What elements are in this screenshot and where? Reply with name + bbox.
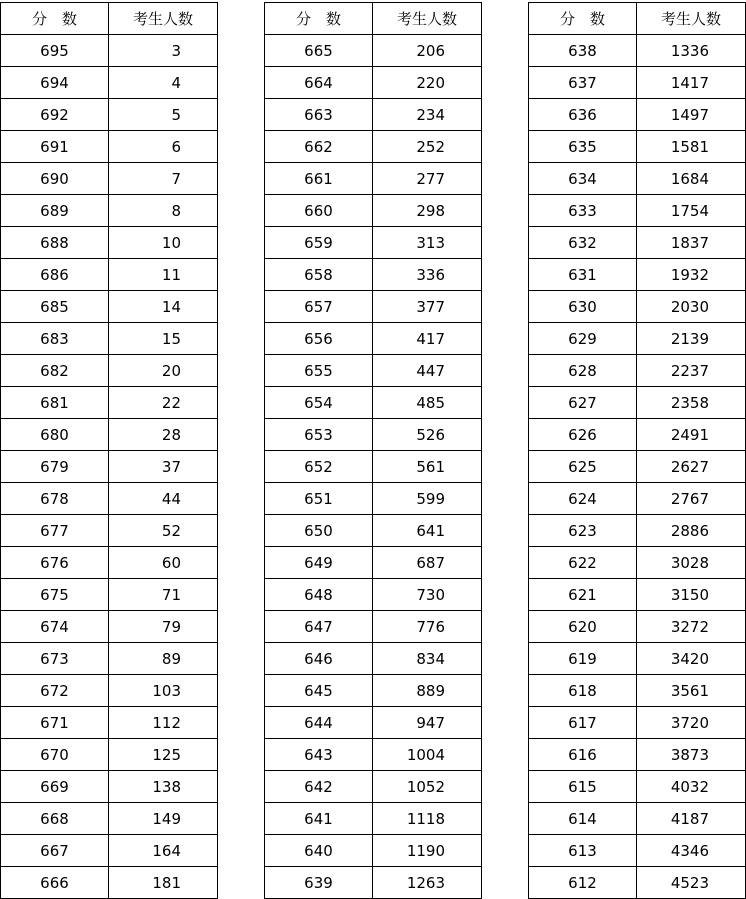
table-row [1,451,218,483]
score-table-1 [0,2,218,899]
score-cell: 640 [265,835,373,867]
count-cell: 4032 [637,771,746,803]
table-row [1,867,218,899]
score-cell: 648 [265,579,373,611]
count-cell: 599 [373,483,482,515]
table-row [1,483,218,515]
table-row [1,547,218,579]
count-cell: 22 [109,387,218,419]
score-cell: 682 [1,355,109,387]
count-cell: 20 [109,355,218,387]
table-row [265,387,482,419]
count-cell: 37 [109,451,218,483]
count-cell: 252 [373,131,482,163]
score-cell: 688 [1,227,109,259]
table-row [529,99,746,131]
count-cell: 1417 [637,67,746,99]
table-row [529,675,746,707]
score-header: 分 数 [529,3,637,35]
count-cell: 1336 [637,35,746,67]
table-row [265,67,482,99]
score-cell: 689 [1,195,109,227]
count-header: 考生人数 [373,3,482,35]
count-cell: 3420 [637,643,746,675]
table-row [265,707,482,739]
table-row [529,419,746,451]
score-cell: 673 [1,643,109,675]
table-row [529,291,746,323]
score-cell: 646 [265,643,373,675]
count-cell: 1190 [373,835,482,867]
score-cell: 631 [529,259,637,291]
score-cell: 622 [529,547,637,579]
count-cell: 485 [373,387,482,419]
table-row [529,67,746,99]
table-row [265,483,482,515]
count-cell: 79 [109,611,218,643]
table-row [1,67,218,99]
table-row [529,323,746,355]
score-cell: 637 [529,67,637,99]
count-cell: 313 [373,227,482,259]
table-row [265,611,482,643]
table-row [265,163,482,195]
score-cell: 612 [529,867,637,899]
table-row [1,835,218,867]
score-cell: 661 [265,163,373,195]
header-row [1,3,218,35]
table-row [1,163,218,195]
score-cell: 680 [1,419,109,451]
table-row [1,771,218,803]
score-cell: 647 [265,611,373,643]
table-row [265,291,482,323]
count-cell: 4 [109,67,218,99]
count-cell: 1684 [637,163,746,195]
count-cell: 28 [109,419,218,451]
count-cell: 1118 [373,803,482,835]
count-cell: 149 [109,803,218,835]
score-cell: 685 [1,291,109,323]
table-row [265,739,482,771]
table-row [529,483,746,515]
table-row [265,323,482,355]
count-cell: 52 [109,515,218,547]
score-cell: 668 [1,803,109,835]
score-cell: 632 [529,227,637,259]
score-cell: 620 [529,611,637,643]
count-cell: 8 [109,195,218,227]
table-row [1,611,218,643]
count-cell: 4346 [637,835,746,867]
score-cell: 686 [1,259,109,291]
table-row [1,259,218,291]
score-cell: 677 [1,515,109,547]
table-row [265,547,482,579]
score-cell: 664 [265,67,373,99]
count-cell: 1497 [637,99,746,131]
table-row [529,771,746,803]
count-cell: 3 [109,35,218,67]
count-cell: 3150 [637,579,746,611]
count-cell: 4187 [637,803,746,835]
count-cell: 71 [109,579,218,611]
score-cell: 643 [265,739,373,771]
table-row [265,99,482,131]
count-cell: 641 [373,515,482,547]
table-row [1,355,218,387]
table-row [265,419,482,451]
count-cell: 2358 [637,387,746,419]
table-row [1,803,218,835]
count-cell: 138 [109,771,218,803]
score-cell: 629 [529,323,637,355]
score-cell: 652 [265,451,373,483]
count-cell: 11 [109,259,218,291]
count-cell: 526 [373,419,482,451]
table-row [529,739,746,771]
table-row [529,579,746,611]
score-cell: 623 [529,515,637,547]
count-cell: 834 [373,643,482,675]
count-cell: 10 [109,227,218,259]
count-cell: 2139 [637,323,746,355]
table-row [529,259,746,291]
score-cell: 636 [529,99,637,131]
count-cell: 206 [373,35,482,67]
count-cell: 125 [109,739,218,771]
score-cell: 670 [1,739,109,771]
table-row [529,643,746,675]
score-cell: 653 [265,419,373,451]
score-cell: 639 [265,867,373,899]
table-row [1,35,218,67]
score-cell: 654 [265,387,373,419]
score-cell: 666 [1,867,109,899]
score-cell: 645 [265,675,373,707]
score-cell: 642 [265,771,373,803]
table-row [265,35,482,67]
count-cell: 112 [109,707,218,739]
table-row [265,451,482,483]
score-cell: 672 [1,675,109,707]
score-cell: 614 [529,803,637,835]
score-cell: 683 [1,323,109,355]
score-cell: 671 [1,707,109,739]
table-row [529,227,746,259]
count-cell: 561 [373,451,482,483]
score-cell: 658 [265,259,373,291]
table-row [1,675,218,707]
count-cell: 89 [109,643,218,675]
count-cell: 15 [109,323,218,355]
count-cell: 3272 [637,611,746,643]
table-row [529,707,746,739]
table-row [265,355,482,387]
table-row [1,227,218,259]
table-row [265,675,482,707]
count-cell: 181 [109,867,218,899]
count-cell: 1052 [373,771,482,803]
count-cell: 277 [373,163,482,195]
table-row [265,131,482,163]
count-cell: 2237 [637,355,746,387]
table-row [529,387,746,419]
score-cell: 633 [529,195,637,227]
table-row [529,451,746,483]
count-cell: 14 [109,291,218,323]
count-cell: 1004 [373,739,482,771]
count-cell: 1581 [637,131,746,163]
table-row [529,611,746,643]
count-cell: 2767 [637,483,746,515]
table-row [1,643,218,675]
table-row [1,131,218,163]
table-row [1,195,218,227]
table-row [529,515,746,547]
score-cell: 665 [265,35,373,67]
count-header: 考生人数 [637,3,746,35]
table-row [1,99,218,131]
table-row [265,515,482,547]
score-cell: 679 [1,451,109,483]
count-cell: 220 [373,67,482,99]
score-cell: 630 [529,291,637,323]
score-cell: 694 [1,67,109,99]
count-cell: 447 [373,355,482,387]
count-cell: 3873 [637,739,746,771]
count-cell: 776 [373,611,482,643]
table-row [1,579,218,611]
table-row [1,387,218,419]
table-row [529,867,746,899]
score-cell: 613 [529,835,637,867]
score-cell: 695 [1,35,109,67]
count-header: 考生人数 [109,3,218,35]
table-row [1,419,218,451]
score-cell: 692 [1,99,109,131]
score-cell: 638 [529,35,637,67]
score-cell: 676 [1,547,109,579]
table-row [529,355,746,387]
count-cell: 3720 [637,707,746,739]
table-row [265,195,482,227]
count-cell: 6 [109,131,218,163]
table-row [529,131,746,163]
score-header: 分 数 [1,3,109,35]
table-row [265,643,482,675]
table-row [1,515,218,547]
score-cell: 616 [529,739,637,771]
score-cell: 657 [265,291,373,323]
header-row [529,3,746,35]
count-cell: 1754 [637,195,746,227]
score-cell: 691 [1,131,109,163]
count-cell: 1263 [373,867,482,899]
count-cell: 5 [109,99,218,131]
table-row [529,35,746,67]
table-row [265,803,482,835]
score-cell: 681 [1,387,109,419]
count-cell: 234 [373,99,482,131]
count-cell: 687 [373,547,482,579]
score-cell: 669 [1,771,109,803]
score-table-2 [264,2,482,899]
count-cell: 2886 [637,515,746,547]
table-row [265,835,482,867]
score-cell: 678 [1,483,109,515]
count-cell: 730 [373,579,482,611]
count-cell: 298 [373,195,482,227]
count-cell: 2030 [637,291,746,323]
score-cell: 624 [529,483,637,515]
score-cell: 627 [529,387,637,419]
score-cell: 617 [529,707,637,739]
score-cell: 626 [529,419,637,451]
score-header: 分 数 [265,3,373,35]
score-cell: 656 [265,323,373,355]
count-cell: 7 [109,163,218,195]
table-row [1,291,218,323]
score-cell: 674 [1,611,109,643]
table-row [265,771,482,803]
score-cell: 690 [1,163,109,195]
score-cell: 644 [265,707,373,739]
count-cell: 377 [373,291,482,323]
score-cell: 625 [529,451,637,483]
count-cell: 164 [109,835,218,867]
score-cell: 649 [265,547,373,579]
score-cell: 628 [529,355,637,387]
count-cell: 336 [373,259,482,291]
table-row [529,835,746,867]
count-cell: 60 [109,547,218,579]
table-row [1,739,218,771]
score-cell: 615 [529,771,637,803]
table-row [265,579,482,611]
count-cell: 889 [373,675,482,707]
score-cell: 655 [265,355,373,387]
score-cell: 675 [1,579,109,611]
count-cell: 1932 [637,259,746,291]
count-cell: 417 [373,323,482,355]
score-cell: 621 [529,579,637,611]
table-row [1,707,218,739]
count-cell: 4523 [637,867,746,899]
score-cell: 660 [265,195,373,227]
score-cell: 618 [529,675,637,707]
score-cell: 635 [529,131,637,163]
count-cell: 44 [109,483,218,515]
count-cell: 3028 [637,547,746,579]
table-row [529,163,746,195]
score-cell: 667 [1,835,109,867]
count-cell: 947 [373,707,482,739]
score-cell: 634 [529,163,637,195]
table-row [1,323,218,355]
score-cell: 662 [265,131,373,163]
count-cell: 3561 [637,675,746,707]
score-cell: 619 [529,643,637,675]
count-cell: 103 [109,675,218,707]
score-cell: 659 [265,227,373,259]
score-cell: 641 [265,803,373,835]
table-row [265,867,482,899]
score-cell: 663 [265,99,373,131]
table-row [529,803,746,835]
header-row [265,3,482,35]
score-table-3 [528,2,746,899]
score-cell: 650 [265,515,373,547]
count-cell: 2491 [637,419,746,451]
table-row [265,227,482,259]
table-row [529,547,746,579]
count-cell: 2627 [637,451,746,483]
score-cell: 651 [265,483,373,515]
count-cell: 1837 [637,227,746,259]
table-row [265,259,482,291]
table-row [529,195,746,227]
